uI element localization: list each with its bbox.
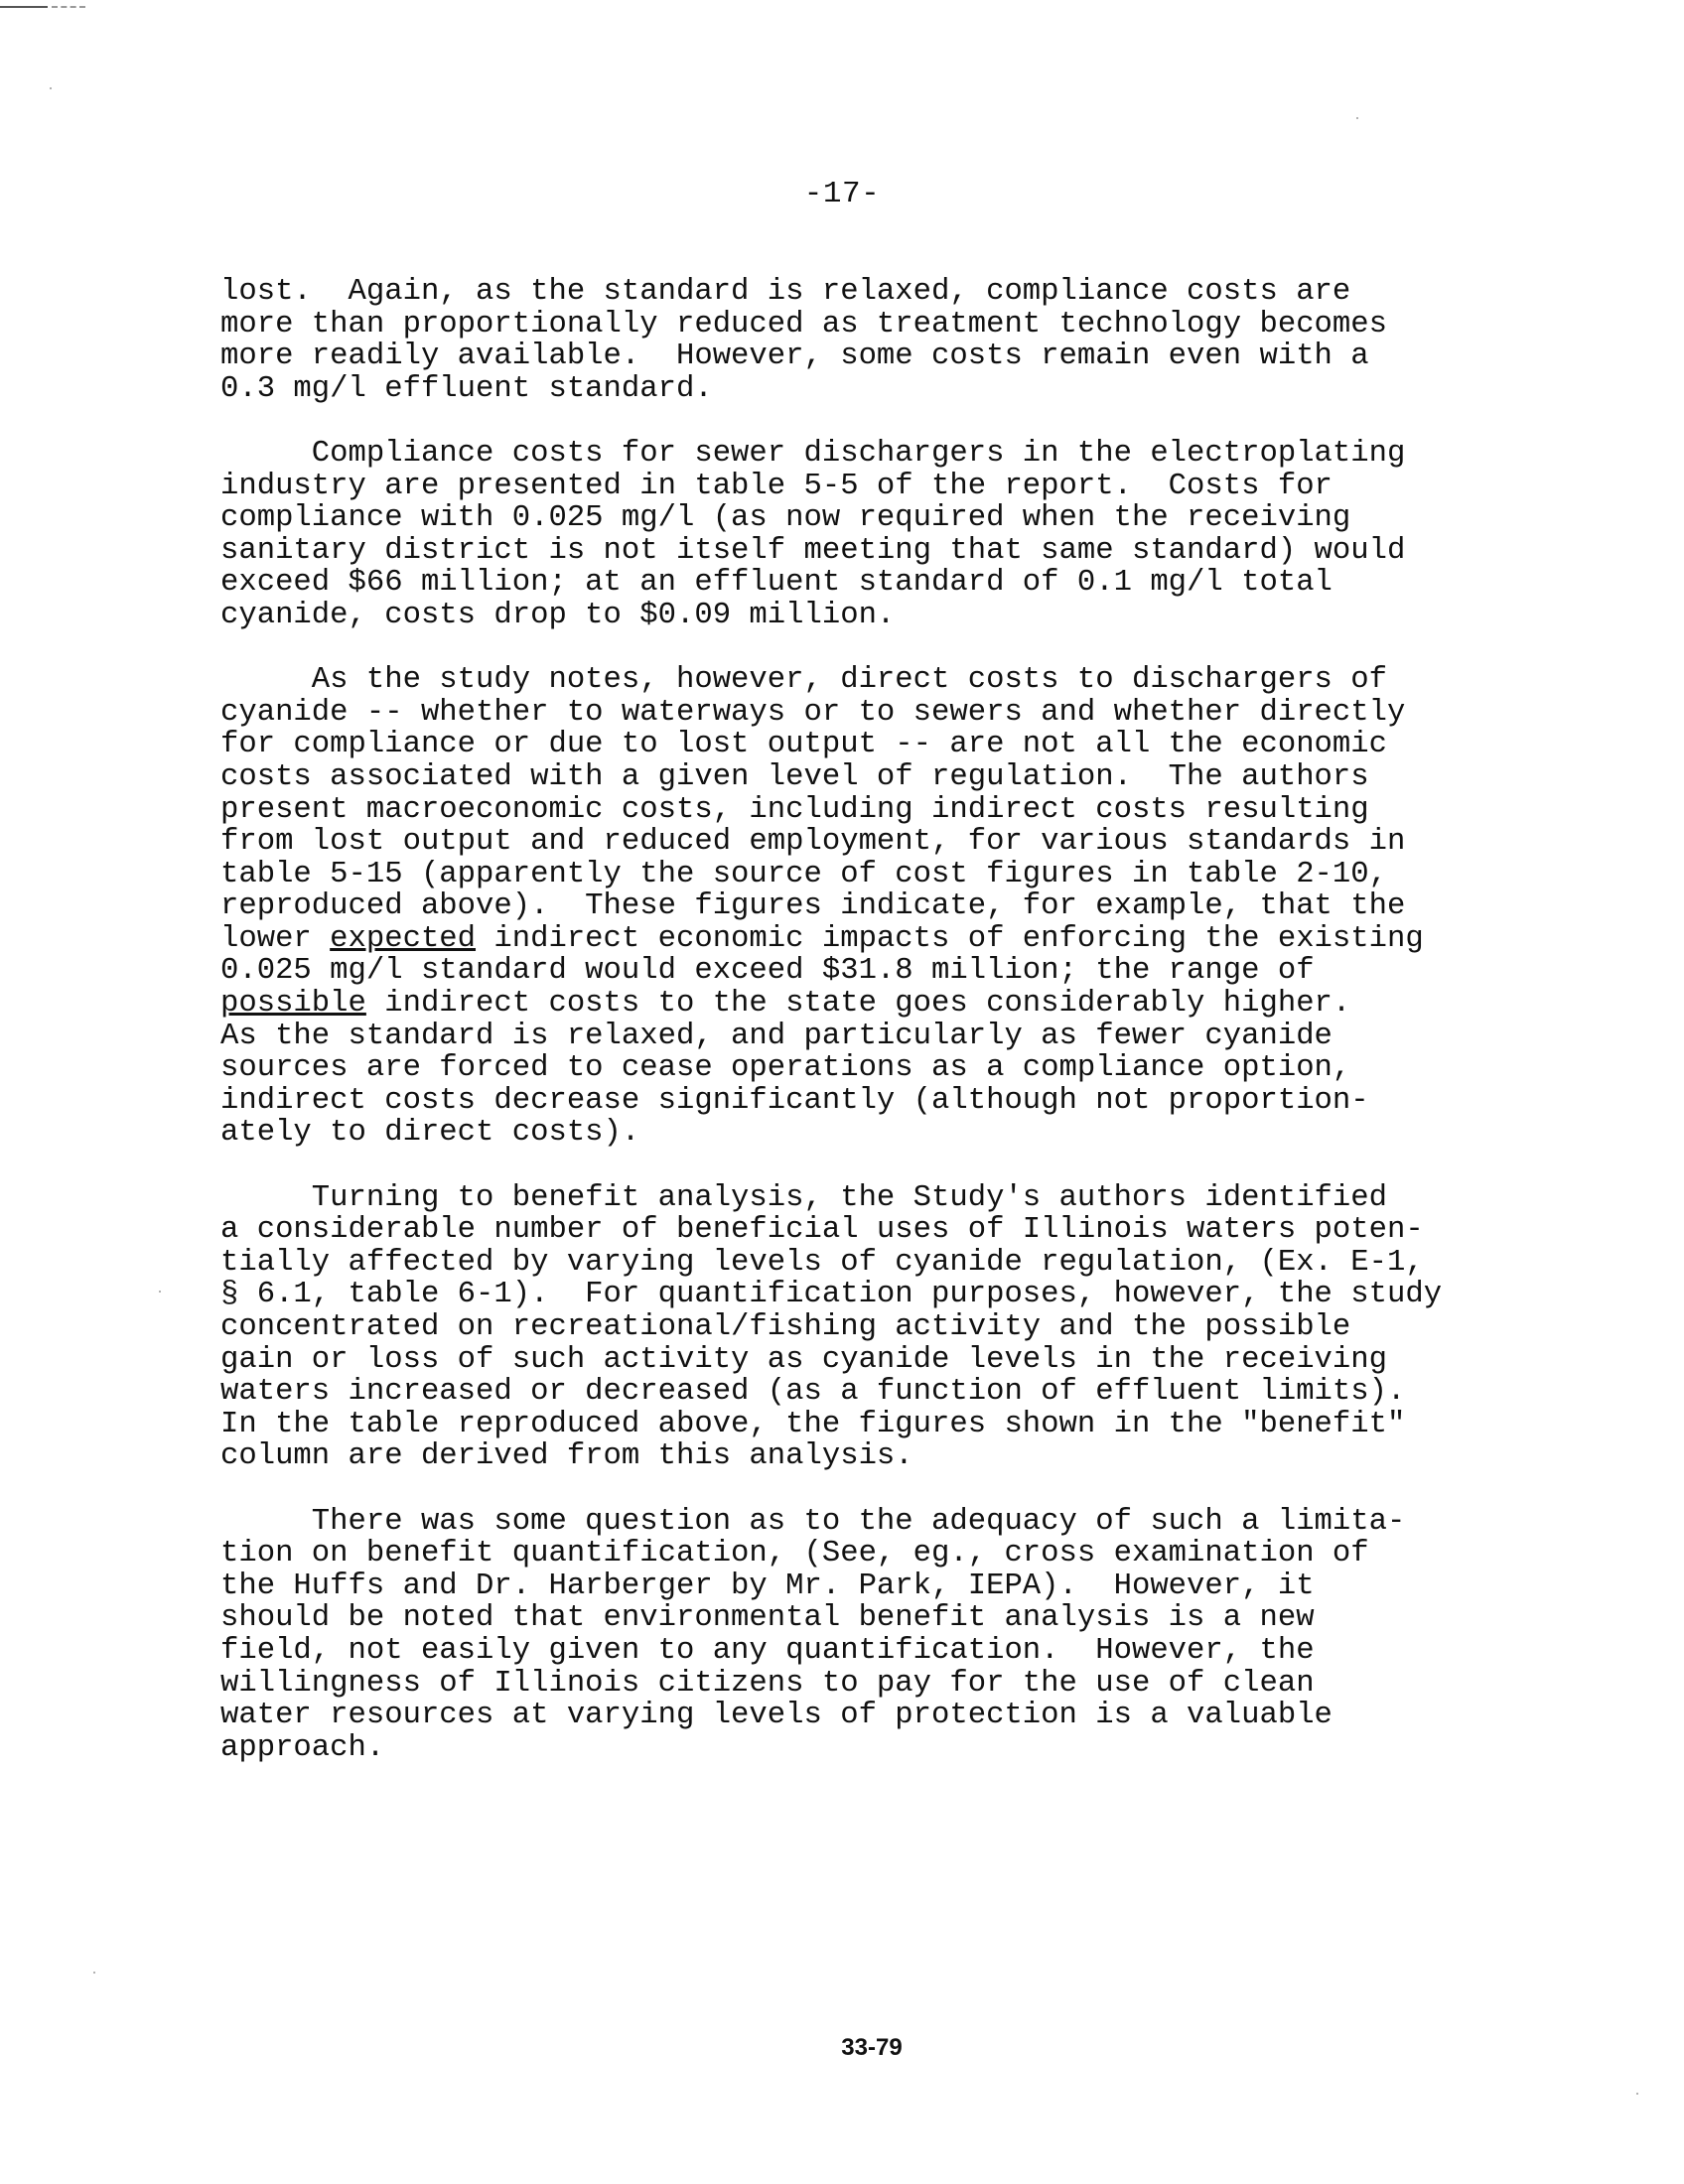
text-line: gain or loss of such activity as cyanide levels in the receiving — [220, 1342, 1387, 1377]
text-line: As the study notes, however, direct costs to dischargers of — [220, 663, 1387, 698]
underlined-word-possible: possible — [220, 987, 366, 1022]
text-line: water resources at varying levels of protection is a valuable — [220, 1699, 1333, 1733]
paragraph-2 — [220, 438, 1531, 632]
scan-speck — [159, 1291, 161, 1293]
text-line: cyanide -- whether to waterways or to sewers and whether directly — [220, 695, 1406, 730]
text-line: exceed $66 million; at an effluent standard of 0.1 mg/l total — [220, 566, 1333, 601]
paragraph-gap — [220, 1150, 1531, 1182]
underlined-word-expected: expected — [330, 921, 477, 956]
text-line: field, not easily given to any quantification. However, the — [220, 1633, 1315, 1668]
text-line: sources are forced to cease operations as a compliance option, — [220, 1051, 1351, 1086]
text-line: cyanide, costs drop to $0.09 million. — [220, 598, 896, 632]
scan-corner-mark — [0, 6, 48, 8]
text-line: reproduced above). These figures indicate, for example, that the — [220, 889, 1406, 924]
scan-speck — [50, 87, 52, 89]
text-fragment: indirect economic impacts of enforcing the existing — [476, 921, 1424, 956]
scan-corner-mark-tail — [52, 6, 85, 8]
paragraph-3 — [220, 664, 1531, 1150]
paragraph-5 — [220, 1506, 1531, 1765]
text-line: from lost output and reduced employment, for various standards in — [220, 825, 1406, 860]
text-line: willingness of Illinois citizens to pay for the use of clean — [220, 1666, 1315, 1701]
paragraph-1 — [220, 276, 1531, 405]
paragraph-gap — [220, 1473, 1531, 1506]
text-line: 0.3 mg/l effluent standard. — [220, 371, 713, 406]
text-line: column are derived from this analysis. — [220, 1439, 913, 1474]
text-line: 0.025 mg/l standard would exceed $31.8 million; the range of — [220, 954, 1315, 989]
paragraph-4 — [220, 1182, 1531, 1473]
text-line: compliance with 0.025 mg/l (as now required when the receiving — [220, 501, 1351, 536]
paragraph-gap — [220, 632, 1531, 665]
text-line-possible — [220, 988, 1531, 1021]
scan-speck — [1636, 2093, 1638, 2095]
text-line: should be noted that environmental benefit analysis is a new — [220, 1601, 1315, 1636]
page-footer-number — [0, 2034, 1684, 2062]
text-line: sanitary district is not itself meeting that same standard) would — [220, 533, 1406, 568]
text-line: § 6.1, table 6-1). For quantification purposes, however, the study — [220, 1278, 1443, 1312]
text-line: lost. Again, as the standard is relaxed, compliance costs are — [220, 275, 1351, 309]
document-body — [220, 276, 1531, 1764]
text-line: more readily available. However, some costs remain even with a — [220, 340, 1369, 374]
text-line: Compliance costs for sewer dischargers in the electroplating — [220, 436, 1406, 471]
text-line: As the standard is relaxed, and particularly as fewer cyanide — [220, 1019, 1333, 1053]
text-line: Turning to benefit analysis, the Study's authors identified — [220, 1180, 1387, 1215]
text-line: ately to direct costs). — [220, 1116, 640, 1151]
text-line: table 5-15 (apparently the source of cost figures in table 2-10, — [220, 857, 1387, 891]
text-line: approach. — [220, 1730, 385, 1765]
paragraph-gap — [220, 405, 1531, 438]
text-line: In the table reproduced above, the figures shown in the "benefit" — [220, 1407, 1406, 1441]
page-header-number — [0, 177, 1684, 211]
text-line: more than proportionally reduced as treatment technology becomes — [220, 307, 1387, 341]
text-line: costs associated with a given level of regulation. The authors — [220, 759, 1369, 794]
text-line: the Huffs and Dr. Harberger by Mr. Park, IEPA). However, it — [220, 1569, 1315, 1603]
text-line: tion on benefit quantification, (See, eg., cross examination of — [220, 1537, 1369, 1571]
scan-speck — [93, 1972, 95, 1974]
text-line-expected — [220, 923, 1531, 956]
text-line: concentrated on recreational/fishing activity and the possible — [220, 1310, 1351, 1344]
text-line: indirect costs decrease significantly (although not proportion- — [220, 1083, 1369, 1118]
text-line: tially affected by varying levels of cyanide regulation, (Ex. E-1, — [220, 1245, 1424, 1280]
text-line: a considerable number of beneficial uses of Illinois waters poten- — [220, 1213, 1424, 1248]
text-line: present macroeconomic costs, including indirect costs resulting — [220, 792, 1369, 827]
text-line: waters increased or decreased (as a function of effluent limits). — [220, 1375, 1406, 1410]
text-fragment: lower — [220, 921, 331, 956]
page-number-text: -17- — [803, 177, 881, 211]
footer-number-text: 33-79 — [841, 2034, 903, 2061]
text-line: industry are presented in table 5-5 of the report. Costs for — [220, 469, 1333, 503]
text-line: for compliance or due to lost output -- are not all the economic — [220, 728, 1387, 762]
text-line: There was some question as to the adequacy of such a limita- — [220, 1504, 1406, 1539]
text-fragment: indirect costs to the state goes considerably higher. — [365, 987, 1351, 1022]
scan-speck — [1356, 117, 1358, 119]
